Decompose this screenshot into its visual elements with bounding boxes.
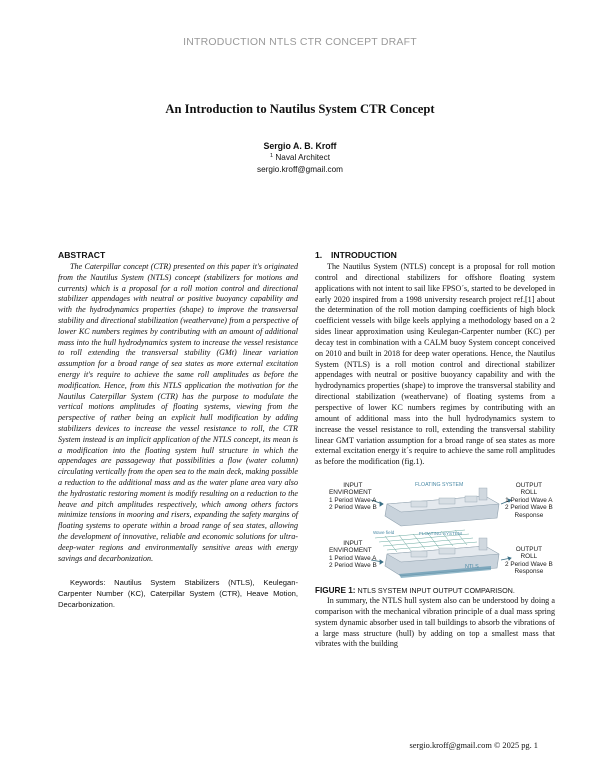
affiliation-superscript: 1: [270, 153, 274, 159]
affiliation-text: Naval Architect: [275, 153, 330, 162]
figure-caption-text: NTLS SYSTEM INPUT OUTPUT COMPARISON.: [355, 586, 515, 596]
figure-input-top: [329, 482, 377, 512]
figure-floating-system-small-label: FLOATING SYSTEM: [419, 531, 462, 537]
figure-output-bottom-subtitle: ROLL: [520, 553, 538, 561]
figure-input-top-wave-b: 2 Period Wave B: [329, 504, 377, 512]
figure-input-bottom: [329, 540, 377, 570]
figure-input-bottom-wave-a: 1 Period Wave A: [329, 554, 377, 562]
author-affiliation: [0, 153, 600, 162]
figure-1-caption: [315, 586, 555, 596]
figure-output-bottom-wave-b: 2 Period Wave B: [505, 560, 553, 568]
figure-output-top-subtitle: ROLL: [520, 489, 538, 497]
figure-output-bottom: [505, 546, 553, 576]
figure-floating-system-label: FLOATING SYSTEM: [415, 482, 464, 489]
figure-input-bottom-wave-b: 2 Period Wave B: [329, 562, 377, 570]
figure-output-top-wave-b: 2 Period Wave B: [505, 504, 553, 512]
figure-input-top-wave-a: 1 Period Wave A: [329, 496, 377, 504]
left-column: [58, 250, 298, 610]
right-column: [315, 250, 555, 650]
figure-output-top-title: OUTPUT: [515, 482, 542, 490]
floating-system-ntls: [385, 538, 499, 578]
section-number: 1.: [315, 250, 323, 260]
page-footer: sergio.kroff@gmail.com © 2025 pg. 1: [409, 741, 538, 750]
figure-output-top-wave-a: 1 Period Wave A: [505, 496, 553, 504]
figure-output-bottom-title: OUTPUT: [515, 546, 542, 554]
section-title: INTRODUCTION: [331, 250, 397, 260]
introduction-heading: [315, 250, 555, 260]
figure-input-bottom-title: INPUT: [343, 540, 363, 548]
keywords: Keywords: Nautilus System Stabilizers (NTLS), Keulegan-Carpenter Number (KC), Caterpillar System (CTR), Heave Motion, Decarbonization.: [58, 578, 298, 609]
introduction-paragraph-1: The Nautilus System (NTLS) concept is a proposal for roll motion control and directional stabilizers for offshore floating system applications with not intent to sail like FPSO´s, started to be developed in early 2020 inspired from a 1998 university research project ref.[1] about the determination of the roll motion damping coefficients of high block coefficient vessels with bilge keels applying a methodology based on a 2 sides linear approximation using Keulegan-Carpenter number (KC) per decay test in combination with a CALM buoy System concept conceived on 2010 and built in 2018 for deep water operations. Hence, the Nautilus System (NTLS) is a roll motion control and directional stabilizer appendages with neutral or positive buoyancy capability and with the hydrodynamics properties (shape) to improve the transversal stability and directional stabilization (weathervane) of floating systems from a perspective of lower KC numbers regimes by contributing with an amount of additional mass into the hull hydrodynamics system to increase the vessel resistance to roll, extending the transversal stability linear GMT variation assumption for a broad range of sea states as more external excitation energy it´s require to achieve the same roll amplitudes as before the modification (fig.1).: [315, 262, 555, 467]
figure-output-bottom-response: Response: [514, 568, 544, 576]
paper-title: An Introduction to Nautilus System CTR Concept: [165, 102, 435, 116]
author-email[interactable]: sergio.kroff@gmail.com: [257, 165, 343, 174]
floating-system-top: [385, 488, 499, 526]
figure-caption-label: FIGURE 1:: [315, 586, 356, 596]
author-name: Sergio A. B. Kroff: [263, 141, 337, 151]
figure-input-top-title: INPUT: [343, 482, 363, 490]
figure-input-top-subtitle: ENVIROMENT: [329, 489, 372, 497]
abstract-heading: ABSTRACT: [58, 250, 106, 260]
introduction-paragraph-2: In summary, the NTLS hull system also can be understood by doing a comparison with the mechanical vibration principle of a dual mass spring system dynamic absorber used in tall buildings to absorb the vibrations of a large mass structure (hull) by adding on top a smallest mass that vibrates with the building: [315, 596, 555, 649]
abstract-text: The Caterpillar concept (CTR) presented on this paper it's originated from the Nautilus System (NTLS) concept (stabilizers for motions and currents) which is a proposal for a roll motion control and directional stabilizer appendages with neutral or positive buoyancy capability and with the hydrodynamics properties (shape) to improve the transversal stability and directional stabilization (weathervane) from a perspective of lower KC numbers regimes by contributing with an amount of additional mass into the hull hydrodynamics system to increase the vessel resistance to roll extending the transversal stability (GMt) linear variation assumption for a broad range of sea states as more external excitation energy it's require to achieve the same roll amplitudes as before the modification. Hence, from this NTLS application the motivation for the Nautilus Caterpillar System (CTR) has the purpose to modulate the vertical motions amplitudes of floating systems, viewing from the perspective of rather being an explicit hull modification by adding stabilizers devices to increase the vessel resistance to roll, the CTR System instead is an implicit application of the NTLS concept, its mean is a modification into the floating system hull structure in which the appendages are passageway that possibilities a flow (water column) circulating vertically from the open sea to the main deck, making possible a reduction to the additional mass and as the water plane area vary also the hydrostatic restoring moment is modify resulting on a reduction to the heave and pitch amplitudes respectively, which among others factors minimize tensions in mooring and risers, expanding the safety margins of floating systems to operate within a broad range of sea states, allowing the development of innovative, reliable and economic solutions for ultra-deep-water regions and environmentally sensitive areas with energy savings and decarbonization.: [58, 262, 298, 563]
figure-input-bottom-subtitle: ENVIROMENT: [329, 547, 372, 555]
figure-1: [315, 474, 555, 584]
running-head: INTRODUCTION NTLS CTR CONCEPT DRAFT: [183, 36, 417, 48]
figure-output-top-response: Response: [514, 511, 544, 519]
figure-wave-field-label: Wave field: [373, 530, 395, 536]
figure-output-top: [505, 482, 553, 519]
figure-ntls-label: NTLS: [465, 564, 479, 571]
